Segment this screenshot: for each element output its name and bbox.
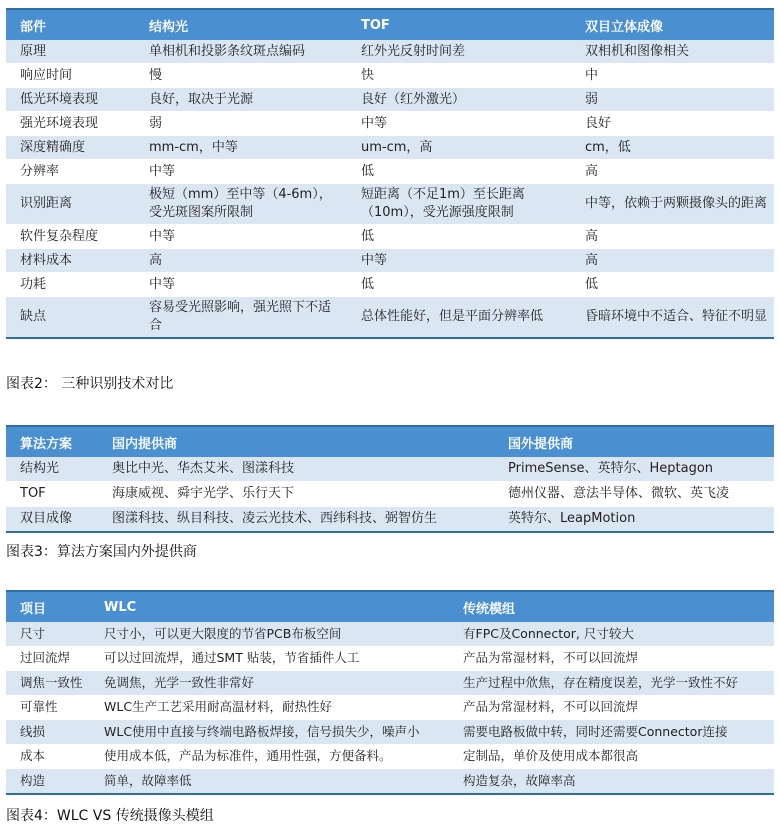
table-cell: 中等，依赖于两颗摄像头的距离: [571, 184, 774, 225]
table-cell: 高: [571, 249, 774, 273]
table-cell: 深度精确度: [6, 136, 135, 160]
header-cell: 传统模组: [449, 591, 774, 622]
table-caption: 图表2： 三种识别技术对比: [6, 376, 174, 392]
table-cell: 短距离（不足1m）至长距离（10m），受光源强度限制: [347, 184, 571, 225]
table-cell: PrimeSense、英特尔、Heptagon: [494, 457, 774, 482]
table-row: [6, 695, 774, 720]
table-cell: cm，低: [571, 136, 774, 160]
table-row: [6, 88, 774, 112]
table-cell: 弱: [571, 88, 774, 112]
table-cell: 奥比中光、华杰艾米、图漾科技: [98, 457, 494, 482]
table-row: [6, 64, 774, 88]
header-cell: TOF: [347, 9, 571, 40]
table-header-row: [6, 9, 774, 40]
table-cell: 响应时间: [6, 64, 135, 88]
table-cell: 缺点: [6, 297, 135, 339]
table-row: [6, 482, 774, 507]
table-row: [6, 40, 774, 64]
wlc-comparison-table: [6, 590, 774, 795]
table-cell: TOF: [6, 482, 98, 507]
table-row: [6, 160, 774, 184]
table-cell: 产品为常湿材料，不可以回流焊: [449, 646, 774, 671]
table-cell: 低: [347, 273, 571, 297]
table-row: [6, 136, 774, 160]
table-cell: 有FPC及Connector, 尺寸较大: [449, 622, 774, 646]
table-cell: 识别距离: [6, 184, 135, 225]
table-cell: 双相机和图像相关: [571, 40, 774, 64]
table-cell: 产品为常湿材料，不可以回流焊: [449, 695, 774, 720]
table-cell: 中等: [347, 112, 571, 136]
table-cell: 总体性能好，但是平面分辨率低: [347, 297, 571, 339]
table-row: [6, 671, 774, 696]
table-cell: 慢: [135, 64, 347, 88]
table-cell: 过回流焊: [6, 646, 90, 671]
table-cell: 生产过程中㰡焦，存在精度误差，光学一致性不好: [449, 671, 774, 696]
table-cell: 容易受光照影响，强光照下不适合: [135, 297, 347, 339]
table-cell: 分辨率: [6, 160, 135, 184]
table-cell: 低: [347, 225, 571, 249]
table-cell: 使用成本低，产品为标准件，通用性强，方便备料。: [90, 744, 449, 769]
header-cell: 双目立体成像: [571, 9, 774, 40]
table-cell: 免调焦，光学一致性非常好: [90, 671, 449, 696]
table-cell: 中等: [135, 160, 347, 184]
table-row: [6, 507, 774, 533]
header-cell: 国外提供商: [494, 426, 774, 457]
table-cell: 中: [571, 64, 774, 88]
table-cell: 良好（红外激光）: [347, 88, 571, 112]
header-cell: 项目: [6, 591, 90, 622]
table-cell: 英特尔、LeapMotion: [494, 507, 774, 533]
table-cell: 低: [347, 160, 571, 184]
table-cell: 良好，取决于光源: [135, 88, 347, 112]
table-cell: 定制品，单价及使用成本都很高: [449, 744, 774, 769]
table-cell: 简单，故障率低: [90, 769, 449, 794]
table-cell: 可以过回流焊，通过SMT 贴装，节省插件人工: [90, 646, 449, 671]
table-cell: 强光环境表现: [6, 112, 135, 136]
table-cell: WLC生产工艺采用耐高温材料，耐热性好: [90, 695, 449, 720]
table-cell: 结构光: [6, 457, 98, 482]
table-cell: 线损: [6, 720, 90, 745]
table-row: [6, 297, 774, 339]
table-row: [6, 646, 774, 671]
table-cell: 良好: [571, 112, 774, 136]
table-cell: 德州仪器、意法半导体、微软、英飞凌: [494, 482, 774, 507]
table-caption: 图表4：WLC VS 传统摄像头模组: [6, 808, 214, 824]
table-cell: 材料成本: [6, 249, 135, 273]
table-row: [6, 769, 774, 794]
header-cell: 结构光: [135, 9, 347, 40]
table-cell: 低光环境表现: [6, 88, 135, 112]
header-cell: 国内提供商: [98, 426, 494, 457]
table-cell: 中等: [135, 225, 347, 249]
table-cell: 中等: [135, 273, 347, 297]
table-cell: 成本: [6, 744, 90, 769]
table-cell: 软件复杂程度: [6, 225, 135, 249]
table-cell: 双目成像: [6, 507, 98, 533]
table-cell: 弱: [135, 112, 347, 136]
table-cell: 快: [347, 64, 571, 88]
table-cell: 原理: [6, 40, 135, 64]
table-cell: 可靠性: [6, 695, 90, 720]
table-cell: 中等: [347, 249, 571, 273]
header-cell: WLC: [90, 591, 449, 622]
table-row: [6, 249, 774, 273]
table-row: [6, 225, 774, 249]
table-row: [6, 457, 774, 482]
table-cell: 红外光反射时间差: [347, 40, 571, 64]
table-cell: 功耗: [6, 273, 135, 297]
table-cell: 构造复杂，故障率高: [449, 769, 774, 794]
table-cell: 海康威视、舜宇光学、乐行天下: [98, 482, 494, 507]
header-cell: 算法方案: [6, 426, 98, 457]
table-cell: 单相机和投影条纹斑点编码: [135, 40, 347, 64]
comparison-table-tech: [6, 8, 774, 339]
table-cell: 极短（mm）至中等（4-6m），受光斑图案所限制: [135, 184, 347, 225]
table-row: [6, 184, 774, 225]
table-row: [6, 112, 774, 136]
table-cell: WLC使用中直接与终端电路板焊接，信号损失少，噪声小: [90, 720, 449, 745]
table-header-row: [6, 591, 774, 622]
table-cell: 高: [571, 225, 774, 249]
table-cell: 尺寸: [6, 622, 90, 646]
table-cell: 构造: [6, 769, 90, 794]
header-cell: 部件: [6, 9, 135, 40]
table-cell: 低: [571, 273, 774, 297]
table-cell: 调焦一致性: [6, 671, 90, 696]
table-row: [6, 720, 774, 745]
table-cell: um-cm，高: [347, 136, 571, 160]
table-cell: 图漾科技、纵目科技、凌云光技术、西纬科技、弼智仿生: [98, 507, 494, 533]
table-cell: mm-cm，中等: [135, 136, 347, 160]
table-row: [6, 744, 774, 769]
provider-table: [6, 425, 774, 533]
table-row: [6, 273, 774, 297]
table-caption: 图表3：算法方案国内外提供商: [6, 544, 197, 560]
table-row: [6, 622, 774, 646]
table-cell: 昏暗环境中不适合、特征不明显: [571, 297, 774, 339]
table-cell: 需要电路板做中转，同时还需要Connector连接: [449, 720, 774, 745]
table-cell: 尺寸小，可以更大限度的节省PCB布板空间: [90, 622, 449, 646]
table-cell: 高: [135, 249, 347, 273]
table-cell: 高: [571, 160, 774, 184]
table-header-row: [6, 426, 774, 457]
